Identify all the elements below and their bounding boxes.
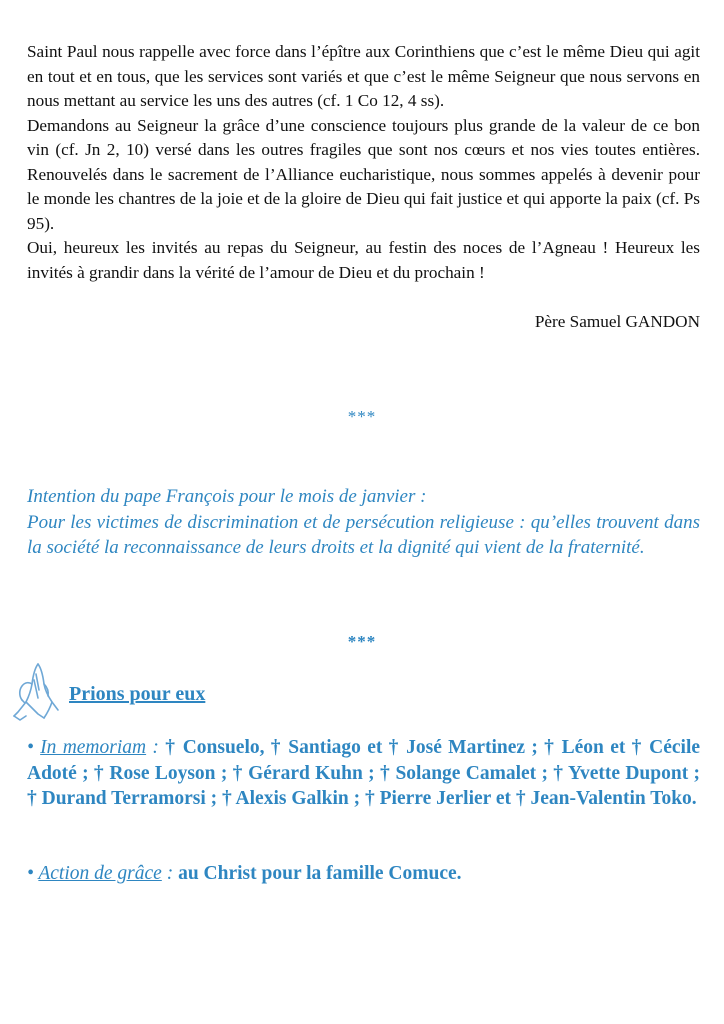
bullet: • bbox=[27, 863, 39, 884]
homily-paragraph-3: Oui, heureux les invités au repas du Seigneur, au festin des noces de l’Agneau ! Heureux les invités à grandir dans la vérité de l’amour de Dieu et du prochain ! bbox=[27, 238, 700, 282]
action-de-grace-label: Action de grâce bbox=[38, 863, 162, 884]
homily-text bbox=[27, 40, 700, 285]
separator-stars-2: *** bbox=[347, 632, 377, 651]
in-memoriam-lead bbox=[27, 737, 165, 758]
colon: : bbox=[161, 863, 179, 884]
separator-stars-1: *** bbox=[347, 407, 377, 426]
homily-paragraph-2: Demandons au Seigneur la grâce d’une conscience toujours plus grande de la valeur de ce bon vin (cf. Jn 2, 10) versé dans les outres fragiles que sont nos cœurs et nos vies toutes entières. Renouvelés dans le sacrement de l’Alliance eucharistique, nous sommes appelés à devenir pour le monde les chantres de la joie et de la gloire de Dieu qui fait justice et qui apporte la paix (cf. Ps 95). bbox=[27, 115, 700, 233]
signature: Père Samuel GANDON bbox=[534, 312, 700, 331]
in-memoriam bbox=[27, 735, 700, 812]
praying-hands-icon bbox=[8, 660, 64, 722]
homily-paragraph-1: Saint Paul nous rappelle avec force dans l’épître aux Corinthiens que c’est le même Dieu qui agit en tout et en tous, que les services sont variés et que c’est le même Seigneur que nous servons en nous mettant au service les uns des autres (cf. 1 Co 12, 4 ss). bbox=[27, 42, 700, 110]
action-de-grace-lead bbox=[27, 863, 178, 884]
action-de-grace-text: au Christ pour la famille Comuce. bbox=[178, 863, 462, 884]
colon: : bbox=[146, 737, 166, 758]
intention-heading: Intention du pape François pour le mois de janvier : bbox=[27, 486, 427, 507]
in-memoriam-label: In memoriam bbox=[40, 737, 147, 758]
intention-text: Pour les victimes de discrimination et de persécution religieuse : qu’elles trouvent dans la société la reconnaissance de leurs droits et la dignité qui vient de la fraternité. bbox=[27, 511, 700, 558]
bullet: • bbox=[27, 737, 41, 758]
action-de-grace bbox=[27, 861, 700, 887]
prayer-section-title: Prions pour eux bbox=[69, 683, 206, 705]
in-memoriam-names: † Consuelo, † Santiago et † José Martinez ; † Léon et † Cécile Adoté ; † Rose Loyson ; † Gérard Kuhn ; † Solange Camalet ; † Yvette Dupont ; † Durand Terramorsi ; † Alexis Galkin ; † Pierre Jerlier et † Jean-Valentin Toko. bbox=[27, 737, 701, 809]
pope-intention bbox=[27, 484, 700, 561]
